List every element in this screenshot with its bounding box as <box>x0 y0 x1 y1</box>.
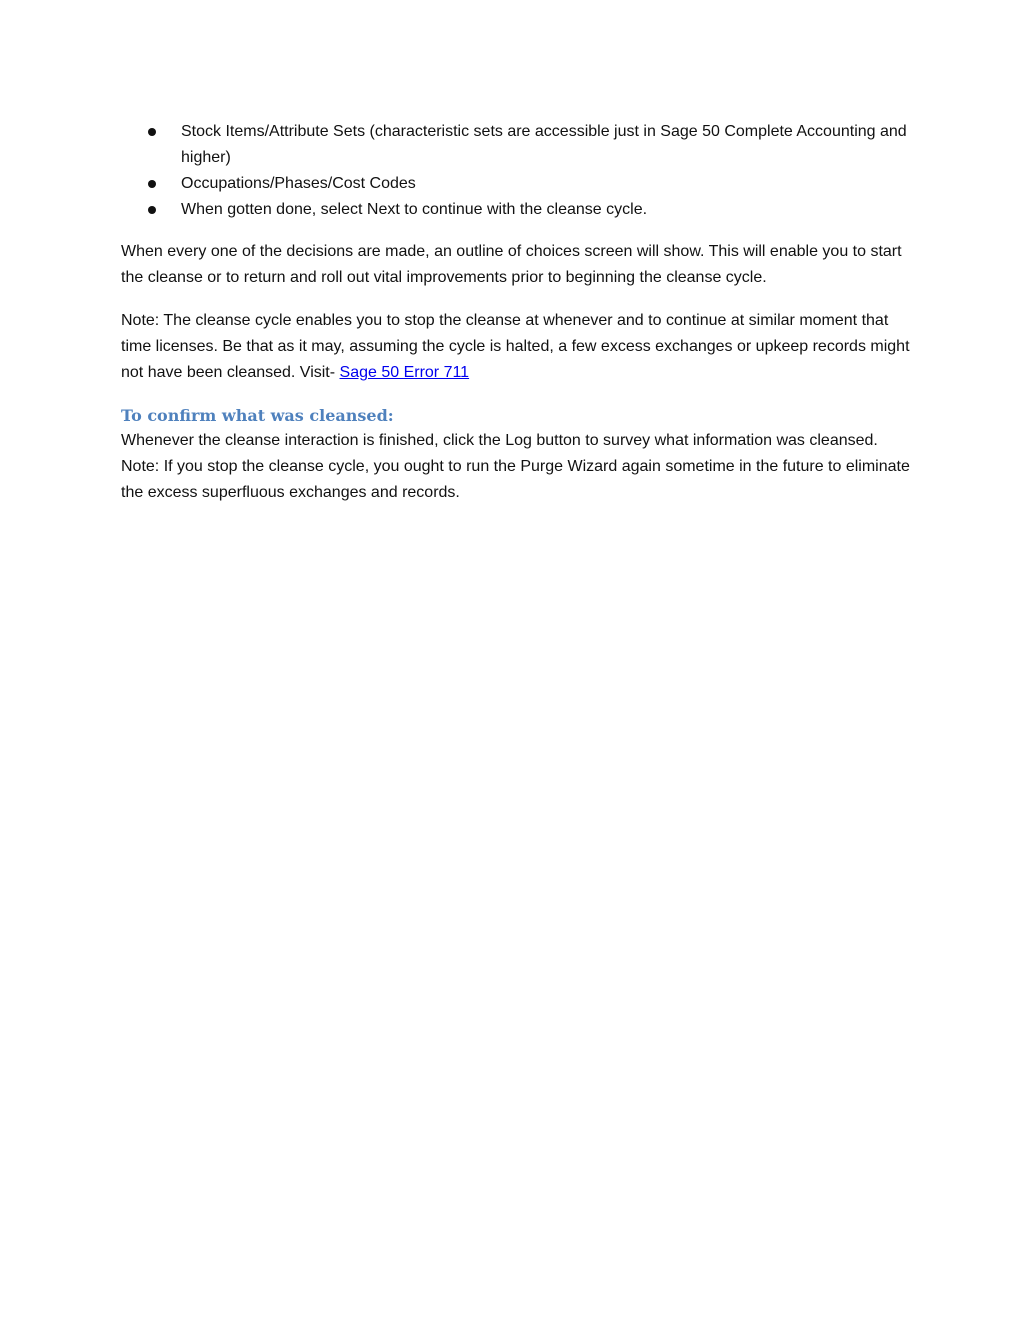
bullet-icon <box>148 206 156 214</box>
section-heading: To confirm what was cleansed: <box>121 406 394 425</box>
paragraph-note-text: Note: The cleanse cycle enables you to stop the cleanse at whenever and to continue at similar moment that time licenses. Be that as it may, assuming the cycle is halted, a few excess exchanges or upkeep records might not have been cleansed. Visit- <box>121 312 910 381</box>
list-item <box>121 197 911 223</box>
list-item <box>121 119 911 171</box>
document-body <box>121 119 911 506</box>
bullet-list <box>121 119 911 223</box>
list-item <box>121 171 911 197</box>
sage-error-link[interactable]: Sage 50 Error 711 <box>339 364 470 381</box>
paragraph-summary-screen: When every one of the decisions are made, an outline of choices screen will show. This will enable you to start the cleanse or to return and roll out vital improvements prior to beginning the cleanse cycle. <box>121 243 902 286</box>
bullet-icon <box>148 180 156 188</box>
list-item-text: When gotten done, select Next to continue with the cleanse cycle. <box>181 201 648 218</box>
list-item-text: Stock Items/Attribute Sets (characteristic sets are accessible just in Sage 50 Complete Accounting and higher) <box>181 123 907 166</box>
list-item-text: Occupations/Phases/Cost Codes <box>181 175 416 192</box>
paragraph-log: Whenever the cleanse interaction is finished, click the Log button to survey what information was cleansed. Note: If you stop the cleanse cycle, you ought to run the Purge Wizard again sometime in the future to eliminate the excess superfluous exchanges and records. <box>121 432 910 501</box>
paragraph-note <box>121 308 911 386</box>
bullet-icon <box>148 128 156 136</box>
